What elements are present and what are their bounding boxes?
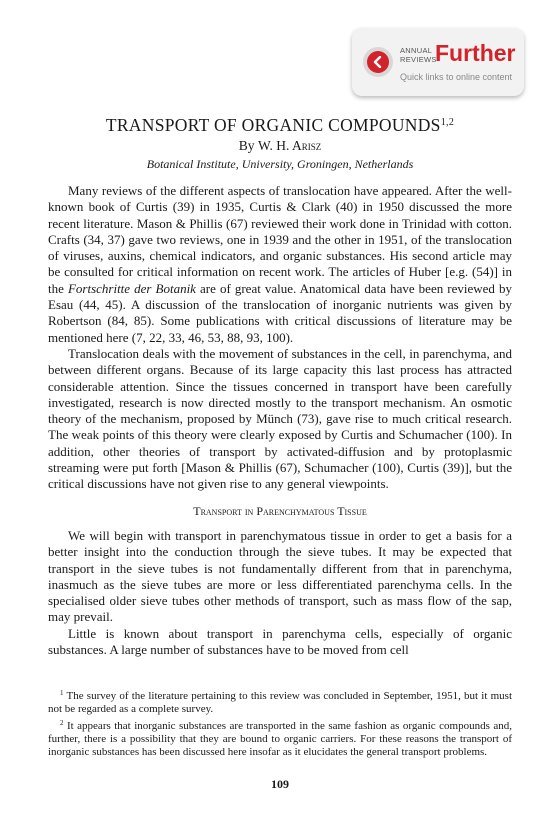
footnotes — [48, 687, 512, 759]
affiliation: Botanical Institute, University, Groningen, Netherlands — [146, 157, 414, 171]
byline: By W. H. Arisz — [238, 138, 322, 153]
title-footnote-marks: 1,2 — [440, 117, 455, 128]
chevron-left-icon — [372, 56, 384, 68]
section-heading: Transport in Parenchymatous Tissue — [193, 503, 367, 518]
further-icon — [363, 47, 393, 77]
article-title: TRANSPORT OF ORGANIC COMPOUNDS$^{1,2}$ — [105, 115, 455, 135]
author-name: W. H. Arisz — [257, 138, 322, 153]
footnote-2: $^2$ It appears that inorganic substances are transported in the same fashion as organic compounds and, further, there is a possibility that they are bound to organic carriers. For these reasons the transport of inorganic substances has been discussed here insofar as it elucidates the general transport problems. — [48, 718, 512, 759]
footnote-1: $^1$ The survey of the literature pertaining to this review was concluded in September, 1951, but it must not be regarded as a complete survey. — [48, 689, 512, 716]
badge-subtitle: Quick links to online content — [400, 72, 513, 82]
paragraph: We will begin with transport in parenchymatous tissue in order to get a basis for a better insight into the conduction through the sieve tubes. It may be expected that transport in the sieve tubes is not fundamentally different from that in parenchyma, inasmuch as the sieve tubes are more or less differentiated parenchyma cells. In the specialised older sieve tubes other methods of transport, such as mass flow of the sap, may prevail. — [48, 527, 512, 625]
paragraph: Little is known about transport in parenchyma cells, especially of organic substances. A large number of substances have to be moved from cell — [48, 625, 512, 658]
badge-annual-reviews: ANNUAL REVIEWS — [400, 46, 437, 64]
paragraph: Translocation deals with the movement of substances in the cell, in parenchyma, and between different organs. Because of its large capacity this last process has attracted considerable attention. Since the tissues concerned in transport have been carefully investigated, research is now directed mostly to the transport mechanism. An osmotic theory of the mechanism, proposed by Münch (73), gave rise to much critical research. The weak points of this theory were clearly exposed by Curtis and Schumacher (100). In addition, other theories of transport by activated-diffusion and by protoplasmic streaming were put forth [Mason & Phillis (67), Schumacher (100), Curtis (39)], but the critical discussions have not given rise to any general viewpoints. — [48, 345, 512, 492]
paragraph: Many reviews of the different aspects of translocation have appeared. After the well-known book of Curtis (39) in 1935, Curtis & Clark (40) in 1950 discussed the more recent literature. Mason & Phillis (67) reviewed their work done in Trinidad with cotton. Crafts (34, 37) gave two reviews, one in 1939 and the other in 1951, of the translocation of viruses, auxins, chemical indicators, and organic substances. His second article may be consulted for critical information on recent work. The articles of Huber [e.g. (54)] in the Fortschritte der Botanik are of great value. Anatomical data have been reviewed by Esau (44, 45). A discussion of the translocation of inorganic nutrients was given by Robertson (84, 85). Some publications with critical discussions of literature may be mentioned here (7, 22, 33, 46, 53, 88, 93, 100). — [48, 183, 512, 345]
further-badge[interactable] — [352, 28, 524, 96]
page-number: 109 — [271, 777, 289, 791]
body-text — [48, 183, 512, 658]
badge-further-label: Further — [435, 40, 516, 66]
